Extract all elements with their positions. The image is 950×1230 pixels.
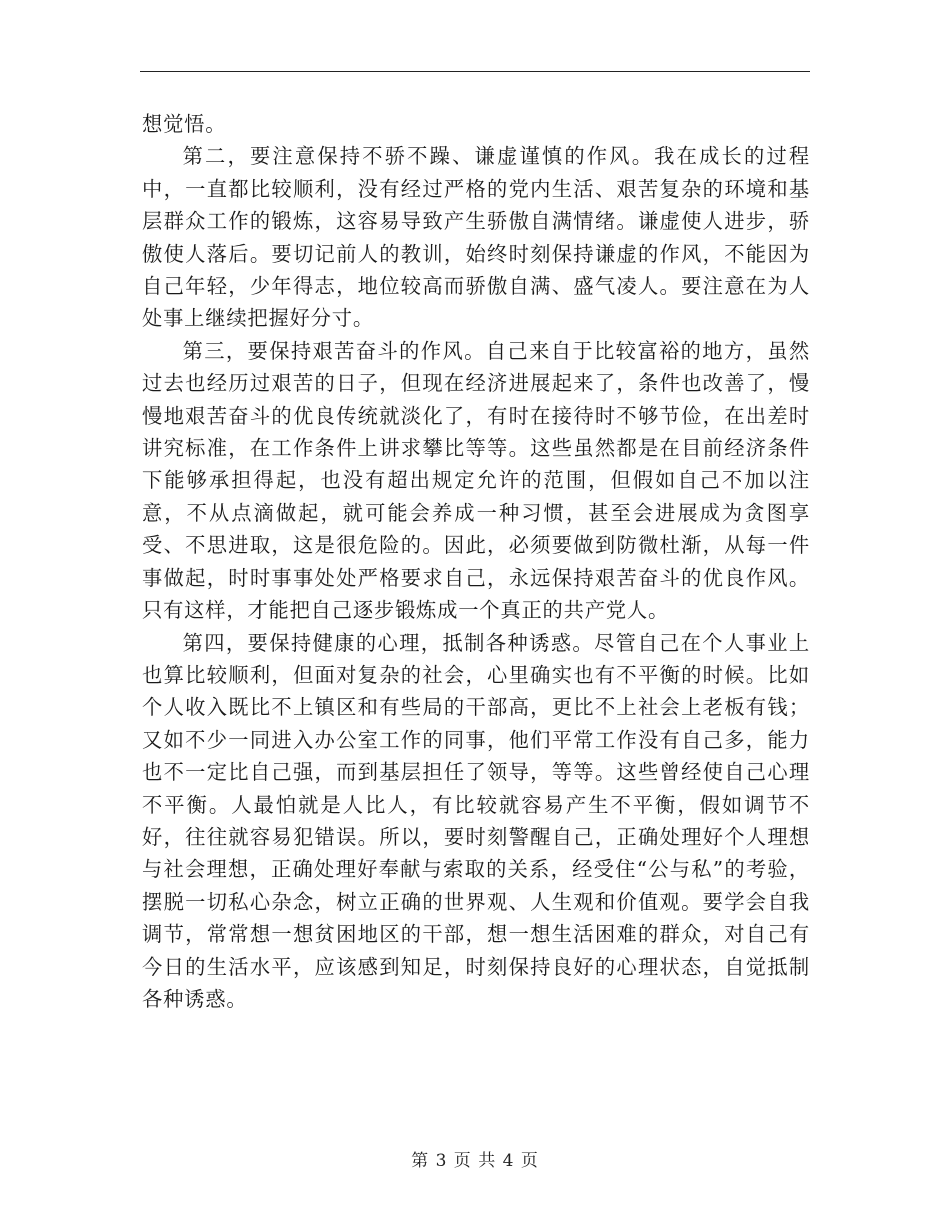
paragraph-second-point: 第二，要注意保持不骄不躁、谦虚谨慎的作风。我在成长的过程中，一直都比较顺利，没有经过严格的党内生活、艰苦复杂的环境和基层群众工作的锻炼，这容易导致产生骄傲自满情绪。谦虚使人进步，骄傲使人落后。要切记前人的教训，始终时刻保持谦虚的作风，不能因为自己年轻，少年得志，地位较高而骄傲自满、盛气凌人。要注意在为人处事上继续把握好分寸。	[142, 144, 810, 331]
paragraph-third-point: 第三，要保持艰苦奋斗的作风。自己来自于比较富裕的地方，虽然过去也经历过艰苦的日子，但现在经济进展起来了，条件也改善了，慢慢地艰苦奋斗的优良传统就淡化了，有时在接待时不够节俭，在出差时讲究标准，在工作条件上讲求攀比等等。这些虽然都是在目前经济条件下能够承担得起，也没有超出规定允许的范围，但假如自己不加以注意，不从点滴做起，就可能会养成一种习惯，甚至会进展成为贪图享受、不思进取，这是很危险的。因此，必须要做到防微杜渐，从每一件事做起，时时事事处处严格要求自己，永远保持艰苦奋斗的优良作风。只有这样，才能把自己逐步锻炼成一个真正的共产党人。	[142, 338, 810, 623]
paragraph-continuation: 想觉悟。	[142, 112, 227, 136]
paragraph-fourth-point: 第四，要保持健康的心理，抵制各种诱惑。尽管自己在个人事业上也算比较顺利，但面对复杂的社会，心里确实也有不平衡的时候。比如个人收入既比不上镇区和有些局的干部高，更比不上社会上老板有钱；又如不少一同进入办公室工作的同事，他们平常工作没有自己多，能力也不一定比自己强，而到基层担任了领导，等等。这些曾经使自己心理不平衡。人最怕就是人比人，有比较就容易产生不平衡，假如调节不好，往往就容易犯错误。所以，要时刻警醒自己，正确处理好个人理想与社会理想，正确处理好奉献与索取的关系，经受住“公与私”的考验，摆脱一切私心杂念，树立正确的世界观、人生观和价值观。要学会自我调节，常常想一想贫困地区的干部，想一想生活困难的群众，对自己有今日的生活水平，应该感到知足，时刻保持良好的心理状态，自觉抵制各种诱惑。	[142, 630, 810, 1011]
header-rule	[140, 71, 810, 72]
document-body	[142, 108, 810, 1015]
page-number-footer: 第 3 页 共 4 页	[411, 1151, 539, 1171]
